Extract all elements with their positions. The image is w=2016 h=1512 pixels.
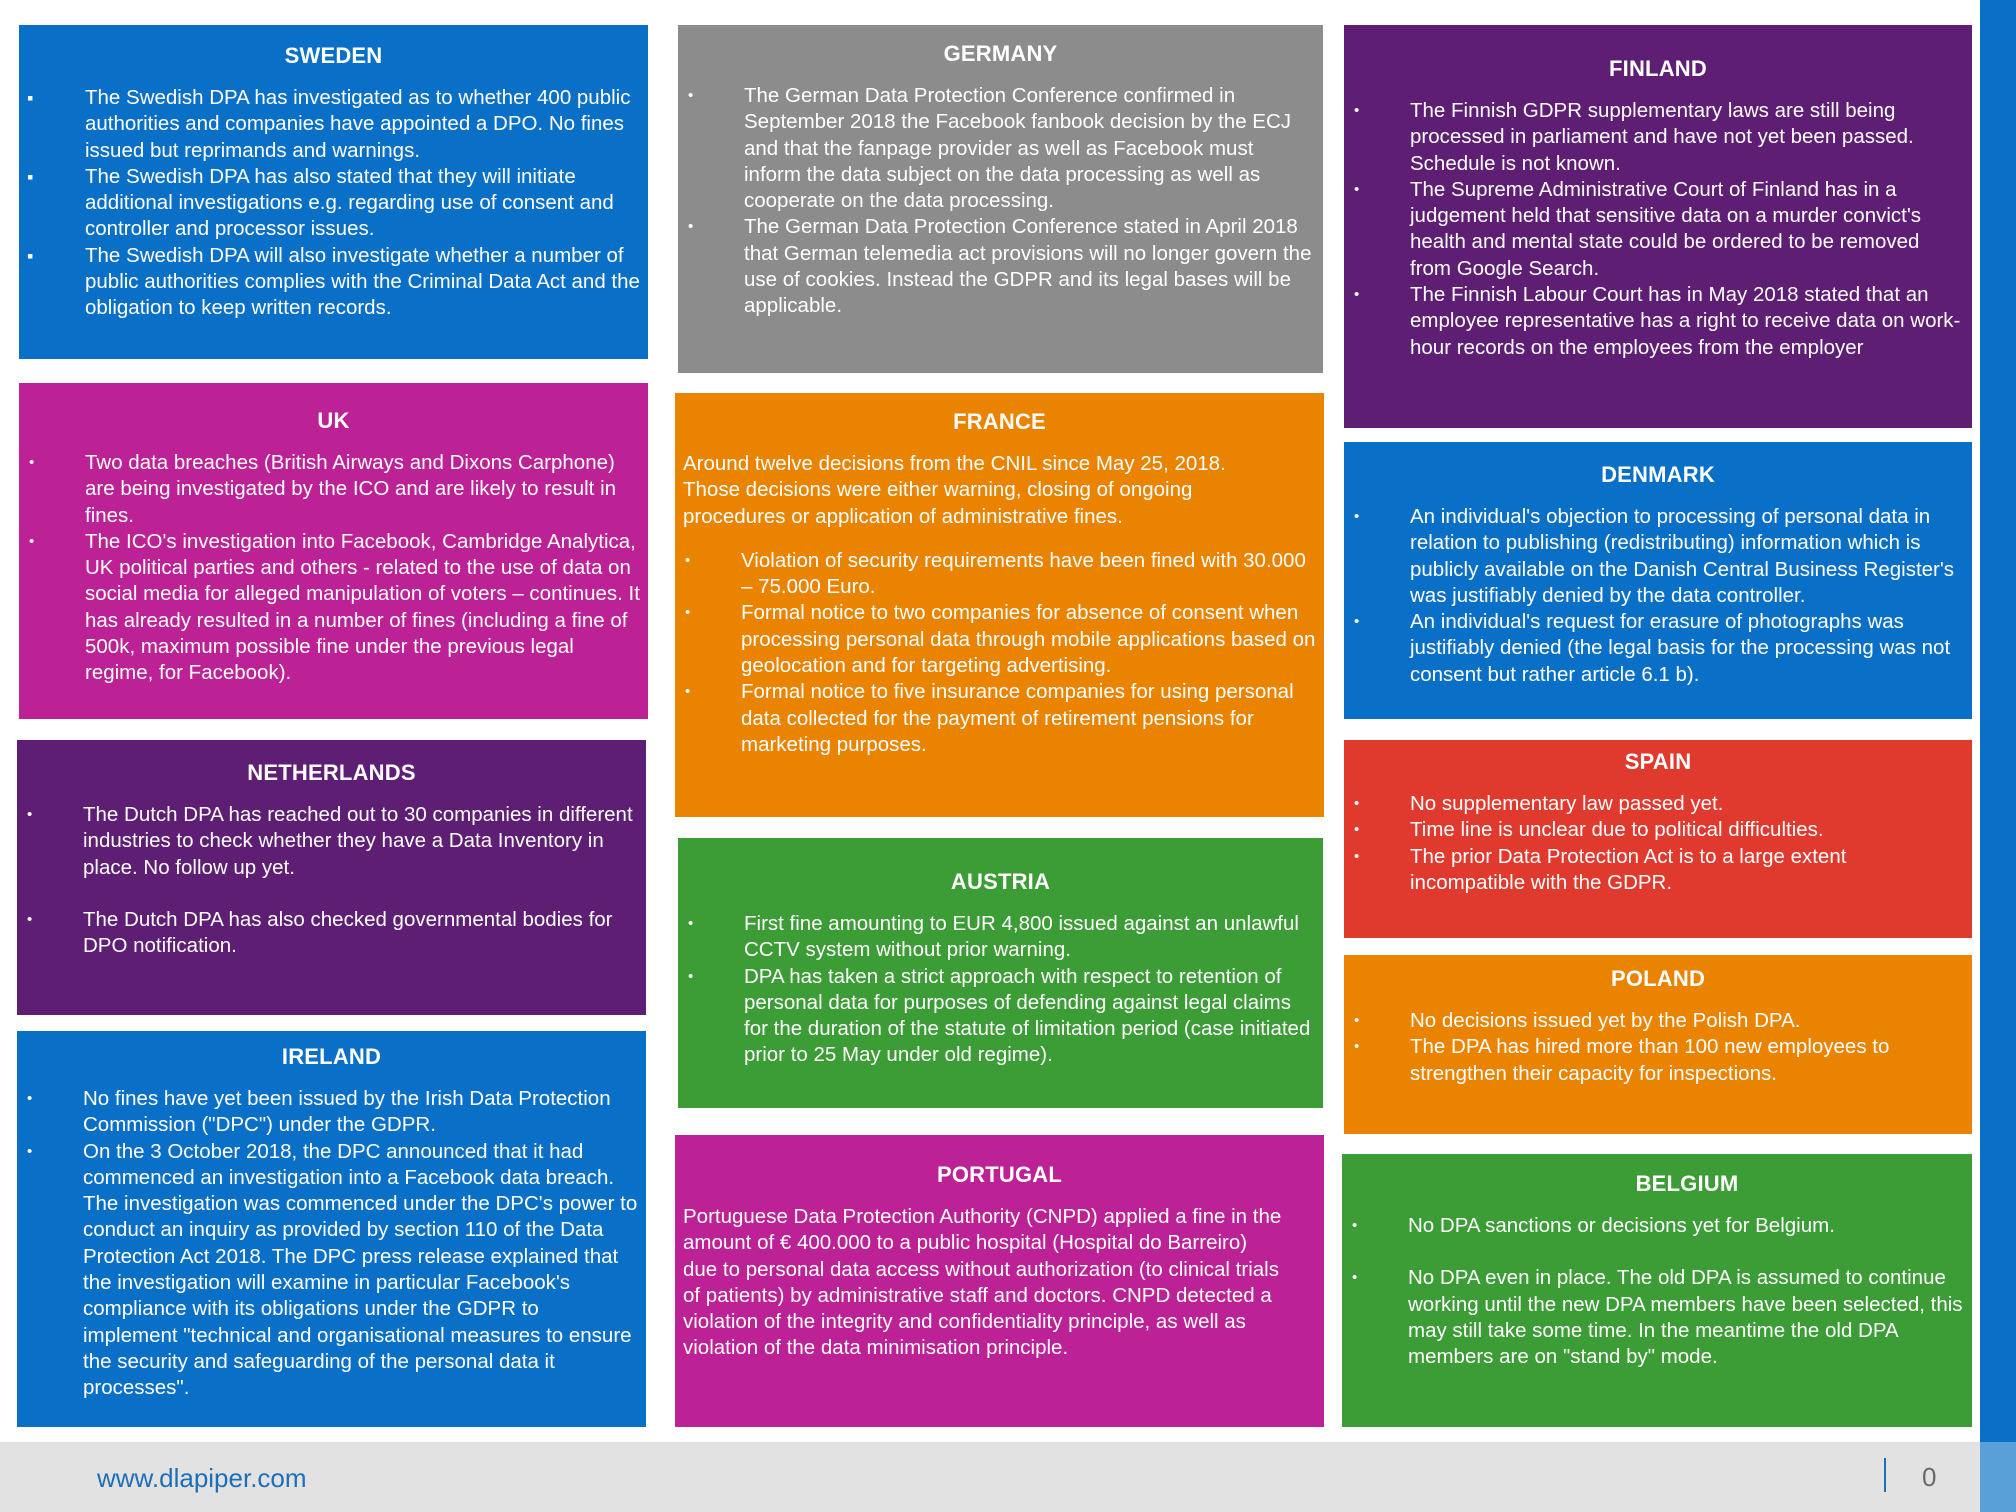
france-list xyxy=(683,548,1316,758)
sweden-panel xyxy=(19,25,648,359)
finland-bullet: • The Finnish GDPR supplementary laws are still being processed in parliament and have not yet been passed. Schedule is not known. xyxy=(1352,98,1964,177)
sweden-title: SWEDEN xyxy=(284,43,383,68)
belgium-panel xyxy=(1342,1154,1972,1427)
poland-bullet: • No decisions issued yet by the Polish DPA. xyxy=(1352,1008,1964,1034)
uk-panel xyxy=(19,383,648,719)
austria-bullet: • First fine amounting to EUR 4,800 issued against an unlawful CCTV system without prior warning. xyxy=(686,911,1315,964)
uk-title: UK xyxy=(317,408,350,433)
germany-bullet: • The German Data Protection Conference stated in April 2018 that German telemedia act provisions will no longer govern the use of cookies. Instead the GDPR and its legal bases will be applicable. xyxy=(686,214,1315,319)
denmark-title: DENMARK xyxy=(1601,462,1715,487)
belgium-list xyxy=(1350,1213,1964,1370)
poland-title: POLAND xyxy=(1610,966,1706,991)
france-panel xyxy=(675,393,1324,817)
austria-panel xyxy=(678,838,1323,1108)
france-intro: Around twelve decisions from the CNIL since May 25, 2018. Those decisions were either warning, closing of ongoing procedures or application of administrative fines. xyxy=(683,452,1226,528)
uk-bullet: • Two data breaches (British Airways and Dixons Carphone) are being investigated by the ICO and are likely to result in fines. xyxy=(27,450,640,529)
netherlands-bullet: • The Dutch DPA has reached out to 30 companies in different industries to check whether they have a Data Inventory in place. No follow up yet. xyxy=(25,802,638,881)
france-bullet: • Formal notice to two companies for absence of consent when processing personal data through mobile applications based on geolocation and for targeting advertising. xyxy=(683,600,1316,679)
denmark-panel xyxy=(1344,442,1972,719)
finland-title: FINLAND xyxy=(1609,56,1707,81)
page-number: 0 xyxy=(1922,1462,1937,1492)
right-accent-stripe xyxy=(1980,0,2016,1442)
france-bullet: • Formal notice to five insurance companies for using personal data collected for the payment of retirement pensions for marketing purposes. xyxy=(683,679,1316,758)
spain-bullet: • Time line is unclear due to political difficulties. xyxy=(1352,817,1964,843)
sweden-list xyxy=(27,85,640,322)
finland-list xyxy=(1352,98,1964,361)
uk-bullet: • The ICO's investigation into Facebook, Cambridge Analytica, UK political parties and others - related to the use of data on social media for alleged manipulation of voters – continues. It has already resulted in a number of fines (including a fine of 500k, maximum possible fine under the previous legal regime, for Facebook). xyxy=(27,529,640,687)
austria-title: AUSTRIA xyxy=(950,869,1051,894)
poland-bullet: • The DPA has hired more than 100 new employees to strengthen their capacity for inspections. xyxy=(1352,1034,1964,1087)
denmark-bullet: • An individual's objection to processing of personal data in relation to publishing (redistributing) information which is publicly available on the Danish Central Business Register's was justifiably denied by the data controller. xyxy=(1352,504,1964,609)
spain-bullet: • No supplementary law passed yet. xyxy=(1352,791,1964,817)
uk-list xyxy=(27,450,640,687)
spain-panel xyxy=(1344,740,1972,938)
belgium-title: BELGIUM xyxy=(1635,1171,1739,1196)
finland-bullet: • The Supreme Administrative Court of Finland has in a judgement held that sensitive data on a murder convict's health and mental state could be ordered to be removed from Google Search. xyxy=(1352,177,1964,282)
germany-panel xyxy=(678,25,1323,373)
spain-list xyxy=(1352,791,1964,896)
poland-panel xyxy=(1344,955,1972,1134)
denmark-bullet: • An individual's request for erasure of photographs was justifiably denied (the legal basis for the processing was not consent but rather article 6.1 b). xyxy=(1352,609,1964,688)
ireland-panel xyxy=(17,1031,646,1427)
austria-bullet: • DPA has taken a strict approach with respect to retention of personal data for purposes of defending against legal claims for the duration of the statute of limitation period (case initiated prior to 25 May under old regime). xyxy=(686,964,1315,1069)
netherlands-panel xyxy=(17,740,646,1015)
belgium-bullet: • No DPA sanctions or decisions yet for Belgium. xyxy=(1350,1213,1964,1239)
ireland-list xyxy=(25,1086,638,1402)
right-accent-stripe-footer xyxy=(1980,1442,2016,1512)
france-title: FRANCE xyxy=(953,409,1046,434)
netherlands-bullet: • The Dutch DPA has also checked governmental bodies for DPO notification. xyxy=(25,907,638,960)
netherlands-title: NETHERLANDS xyxy=(247,760,416,785)
austria-list xyxy=(686,911,1315,1069)
finland-panel xyxy=(1344,25,1972,428)
spain-title: SPAIN xyxy=(1624,749,1692,774)
sweden-bullet: ▪ The Swedish DPA has investigated as to whether 400 public authorities and companies have appointed a DPO. No fines issued but reprimands and warnings. xyxy=(27,85,640,164)
portugal-intro: Portuguese Data Protection Authority (CNPD) applied a fine in the amount of € 400.000 to a public hospital (Hospital do Barreiro) due to personal data access without authorization (to clinical trials of patients) by administrative staff and doctors. CNPD detected a violation of the integrity and confidentiality principle, as well as violation of the data minimisation principle. xyxy=(683,1205,1282,1360)
ireland-title: IRELAND xyxy=(281,1044,382,1069)
germany-title: GERMANY xyxy=(943,41,1058,66)
denmark-list xyxy=(1352,504,1964,688)
website-link[interactable]: www.dlapiper.com xyxy=(97,1463,307,1493)
spain-bullet: • The prior Data Protection Act is to a large extent incompatible with the GDPR. xyxy=(1352,844,1964,897)
poland-list xyxy=(1352,1008,1964,1087)
germany-list xyxy=(686,83,1315,320)
belgium-bullet: • No DPA even in place. The old DPA is assumed to continue working until the new DPA members have been selected, this may still take some time. In the meantime the old DPA members are on "stand by" mode. xyxy=(1350,1265,1964,1370)
sweden-bullet: ▪ The Swedish DPA will also investigate whether a number of public authorities complies with the Criminal Data Act and the obligation to keep written records. xyxy=(27,243,640,322)
sweden-bullet: ▪ The Swedish DPA has also stated that they will initiate additional investigations e.g. regarding use of consent and controller and processor issues. xyxy=(27,164,640,243)
footer-divider xyxy=(1884,1458,1886,1492)
finland-bullet: • The Finnish Labour Court has in May 2018 stated that an employee representative has a right to receive data on work-hour records on the employees from the employer xyxy=(1352,282,1964,361)
ireland-bullet: • On the 3 October 2018, the DPC announced that it had commenced an investigation into a Facebook data breach. The investigation was commenced under the DPC's power to conduct an inquiry as provided by section 110 of the Data Protection Act 2018. The DPC press release explained that the investigation will examine in particular Facebook's compliance with its obligations under the GDPR to implement "technical and organisational measures to ensure the security and safeguarding of the personal data it processes". xyxy=(25,1139,638,1402)
germany-bullet: • The German Data Protection Conference confirmed in September 2018 the Facebook fanbook decision by the ECJ and that the fanpage provider as well as Facebook must inform the data subject on the data processing as well as cooperate on the data processing. xyxy=(686,83,1315,214)
portugal-panel xyxy=(675,1135,1324,1427)
ireland-bullet: • No fines have yet been issued by the Irish Data Protection Commission ("DPC") under the GDPR. xyxy=(25,1086,638,1139)
france-bullet: • Violation of security requirements have been fined with 30.000 – 75.000 Euro. xyxy=(683,548,1316,601)
portugal-title: PORTUGAL xyxy=(936,1162,1063,1187)
netherlands-list xyxy=(25,802,638,959)
